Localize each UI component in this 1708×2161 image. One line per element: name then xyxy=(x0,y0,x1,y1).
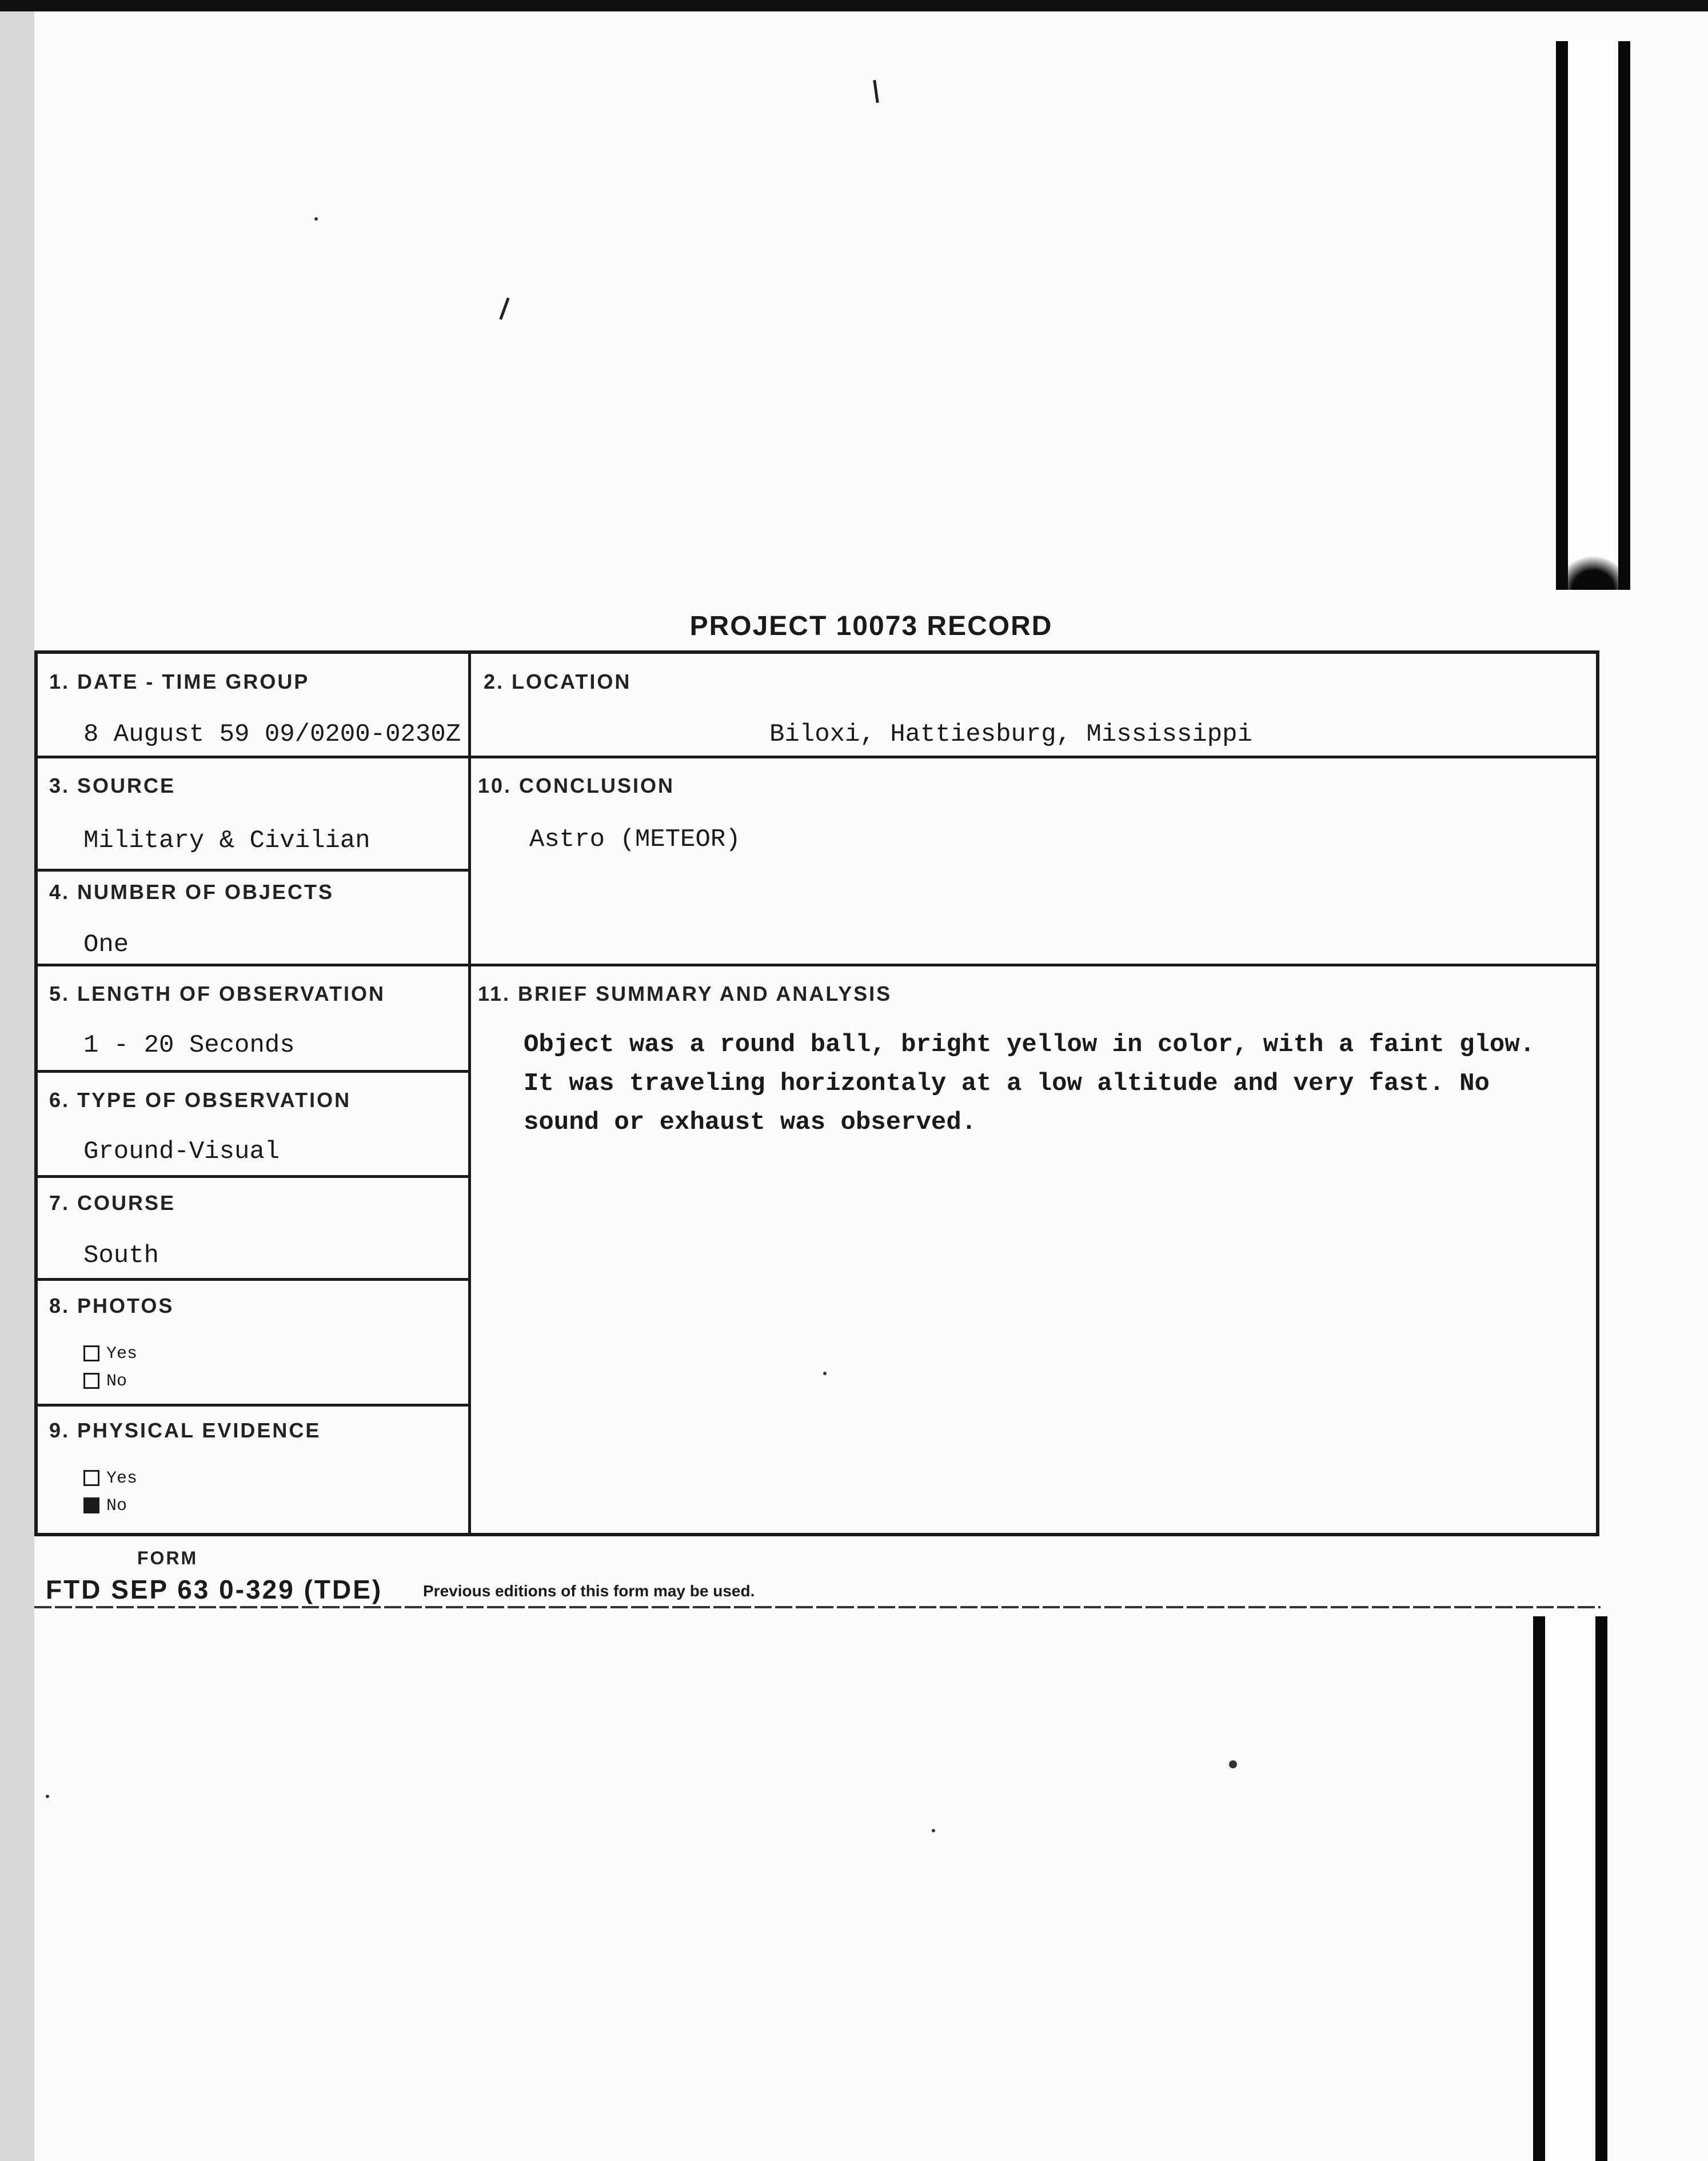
conclusion-label: 10. CONCLUSION xyxy=(478,774,675,797)
scan-speck xyxy=(932,1829,935,1832)
length-of-observation-value: 1 - 20 Seconds xyxy=(83,1031,295,1060)
document-page xyxy=(34,11,1708,2161)
row-divider xyxy=(38,869,471,872)
row-divider xyxy=(38,1404,471,1407)
photos-yes-option[interactable] xyxy=(83,1344,137,1364)
row-divider xyxy=(38,964,1596,966)
record-form xyxy=(34,650,1599,1536)
row-divider xyxy=(38,756,1596,758)
number-of-objects-label: 4. NUMBER OF OBJECTS xyxy=(49,880,334,904)
type-of-observation-label: 6. TYPE OF OBSERVATION xyxy=(49,1088,352,1112)
type-of-observation-value: Ground-Visual xyxy=(83,1137,280,1166)
footer-form-code: FTD SEP 63 0-329 (TDE) xyxy=(46,1575,383,1604)
location-value: Biloxi, Hattiesburg, Mississippi xyxy=(769,720,1252,749)
physical-evidence-no-label: No xyxy=(106,1496,127,1516)
source-label: 3. SOURCE xyxy=(49,774,176,797)
date-time-value: 8 August 59 09/0200-0230Z xyxy=(83,720,461,749)
physical-evidence-yes-label: Yes xyxy=(106,1469,138,1488)
footer-divider xyxy=(34,1606,1601,1608)
footer-note: Previous editions of this form may be used. xyxy=(423,1582,755,1600)
photos-yes-label: Yes xyxy=(106,1344,138,1364)
form-title: PROJECT 10073 RECORD xyxy=(689,611,1053,641)
number-of-objects-value: One xyxy=(83,930,129,959)
checkbox-icon xyxy=(83,1345,99,1361)
course-label: 7. COURSE xyxy=(49,1191,176,1215)
length-of-observation-label: 5. LENGTH OF OBSERVATION xyxy=(49,982,386,1005)
summary-label: 11. BRIEF SUMMARY AND ANALYSIS xyxy=(478,982,892,1005)
conclusion-value: Astro (METEOR) xyxy=(529,825,741,854)
row-divider xyxy=(38,1175,471,1178)
course-value: South xyxy=(83,1241,159,1270)
scan-speck xyxy=(314,217,318,221)
form-column-divider xyxy=(468,654,471,1533)
checkbox-icon xyxy=(83,1373,99,1389)
scan-speck xyxy=(46,1795,49,1798)
physical-evidence-yes-option[interactable] xyxy=(83,1469,137,1488)
scan-top-edge xyxy=(0,0,1708,11)
date-time-label: 1. DATE - TIME GROUP xyxy=(49,670,310,693)
scan-speck xyxy=(1229,1760,1237,1768)
binder-strip-lower xyxy=(1533,1616,1607,2161)
scan-mark xyxy=(873,80,879,103)
location-label: 2. LOCATION xyxy=(484,670,632,693)
row-divider xyxy=(38,1278,471,1281)
physical-evidence-label: 9. PHYSICAL EVIDENCE xyxy=(49,1419,321,1442)
photos-label: 8. PHOTOS xyxy=(49,1294,174,1317)
row-divider xyxy=(38,1070,471,1073)
photos-no-label: No xyxy=(106,1372,127,1391)
scan-mark xyxy=(499,297,509,319)
source-value: Military & Civilian xyxy=(83,826,370,855)
footer-form-word: FORM xyxy=(137,1548,198,1568)
summary-value: Object was a round ball, bright yellow in color, with a faint glow. It was traveling horizontaly at a low altitude and very fast. No sound or exhaust was observed. xyxy=(524,1030,1535,1137)
binder-strip-upper xyxy=(1556,41,1630,590)
checkbox-icon xyxy=(83,1497,99,1513)
checkbox-icon xyxy=(83,1470,99,1486)
physical-evidence-no-option[interactable] xyxy=(83,1496,127,1516)
photos-no-option[interactable] xyxy=(83,1372,127,1391)
